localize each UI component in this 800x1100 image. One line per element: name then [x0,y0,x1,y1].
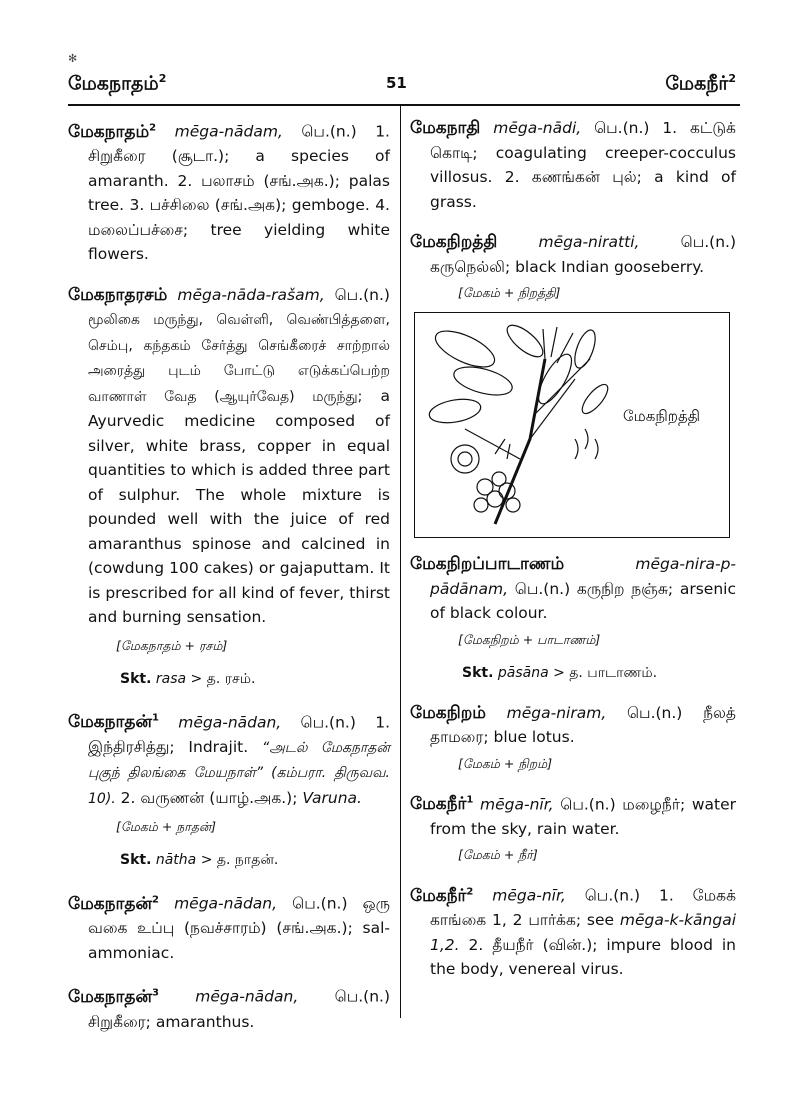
tamil-definition: மூலிகை மருந்து, வெள்ளி, வெண்பித்தளை, செம்பு, கந்தகம் சேர்த்து செங்கீரைச் சாற்றால் அரைத்து புடம் போட்டு எடுக்கப்பெற்ற வாணாள் வேத (ஆயுர்வேத) மருந்து; [88,312,390,405]
left-column [68,116,390,1050]
etymology: [மேகநாதம் + ரசம்] [116,637,228,653]
headword: மேகநாதம்$^2$ [68,121,157,142]
etymology: [மேகம் + நாதன்] [116,819,216,835]
etymology: [மேகம் + நிறம்] [458,755,553,771]
right-running-head: மேகநீர்$^2$ [665,72,736,95]
headword: மேகநாதரசம் [68,284,168,305]
transliteration: mēga-nādan, [195,988,299,1007]
part-of-speech: பெ.(n.) [301,122,357,141]
definition: கருநெல்லி; black Indian gooseberry. [430,257,705,276]
etymology: [மேகம் + நீர்] [458,847,538,863]
literary-quote: “அடல் மேகநாதன் புகுந் திலங்கை மேயநாள்” (கம்பரா. திருவவ. 10). [88,739,390,807]
transliteration: mēga-nīr, [480,795,554,814]
transliteration: mēga-nādam, [174,122,283,141]
gooseberry-plant-drawing [425,319,615,529]
definition: 1. சிறுகீரை (சூடா.); a species of amaranth. 2. பலாசம் (சங்.அக.); palas tree. 3. பச்சிலை (சங்.அக); gemboge. 4. மலைப்பச்சை; tree yielding white flowers. [88,122,390,264]
headword: மேகநாதன்$^1$ [68,712,159,733]
left-running-head: மேகநாதம்$^2$ [68,72,167,95]
page-number: 51 [386,74,407,92]
headword: மேகநிறத்தி [410,232,498,252]
ornament-mark: ✻ [68,52,78,65]
definition: கருநிற நஞ்சு; arsenic of black colour. [430,579,736,622]
part-of-speech: பெ.(n.) [300,713,356,732]
transliteration: mēga-nāda-rašam, [177,285,325,304]
entry-meganir-2 [410,880,736,982]
plant-illustration [414,312,730,538]
definition: 1. இந்திரசித்து; Indrajit. [88,713,390,756]
etymology: [மேகநிறம் + பாடாணம்] [458,631,601,647]
definition: 1. கட்டுக் கொடி; coagulating creeper-cocculus villosus. 2. கணங்கன் புல்; a kind of grass. [430,119,736,211]
sanskrit-origin: Skt. nātha > த. நாதன். [120,852,279,869]
sanskrit-origin: Skt. rasa > த. ரசம். [120,670,256,687]
entry-meganirappadanam [410,552,736,626]
part-of-speech: பெ.(n.) [626,703,683,722]
part-of-speech: பெ.(n.) [560,795,616,814]
entry-meganadi [410,116,736,214]
definition: சிறுகீரை; amaranthus. [88,1012,255,1031]
figure-caption: மேகநிறத்தி [623,407,701,425]
headword: மேகநாதன்$^3$ [68,987,159,1008]
headword: மேகநிறப்பாடாணம் [410,554,565,574]
sanskrit-origin: Skt. pāsāna > த. பாடாணம். [462,664,658,681]
headword: மேகநீர்$^2$ [410,885,474,906]
etymology: [மேகம் + நிறத்தி] [458,285,561,300]
transliteration: mēga-nādan, [174,894,278,913]
headword: மேகநிறம் [410,702,486,723]
page-header [68,72,736,102]
entry-meganir-1 [410,789,736,842]
part-of-speech: பெ.(n.) [334,285,390,304]
part-of-speech: பெ.(n.) [584,886,641,905]
part-of-speech: பெ.(n.) [334,988,390,1007]
definition: a Ayurvedic medicine composed of silver, white brass, copper in equal quantities to which is added three part of sulphur. The whole mixture is pounded well with the juice of red amaranthus spinose and calcined in (cowdung 100 cakes) or gajaputtam. It is prescribed for all kind of fever, thirst and burning sensation. [88,386,390,627]
right-column [410,116,736,998]
definition: ஒரு வகை உப்பு (நவச்சாரம்) (சங்.அக.); sal-ammoniac. [88,894,390,962]
part-of-speech: பெ.(n.) [292,894,348,913]
entry-meganadan-1 [68,707,390,812]
definition: 1. மேகக் காங்கை 1, 2 பார்க்க; see [430,886,736,930]
part-of-speech: பெ.(n.) [594,119,650,137]
transliteration: mēga-nira-p-pādānam, [430,555,736,598]
transliteration-2: Varuna. [302,788,362,807]
transliteration: mēga-niram, [506,703,607,722]
transliteration: mēga-niratti, [538,233,640,251]
column-divider [400,106,401,1018]
part-of-speech: பெ.(n.) [514,579,571,598]
definition-2: 2. வருணன் (யாழ்.அக.); [120,788,298,807]
transliteration: mēga-nādi, [493,119,582,137]
entry-meganiram [410,701,736,750]
headword: மேகநாதன்$^2$ [68,893,159,914]
entry-meganadarasam [68,283,390,630]
header-rule [68,104,740,106]
transliteration: mēga-nīr, [492,886,566,905]
entry-meganiratti [410,230,736,279]
transliteration: mēga-nādan, [178,713,282,732]
headword: மேகநாதி [410,118,481,138]
entry-meganadan-3 [68,981,390,1034]
definition: நீலத் தாமரை; blue lotus. [430,703,736,746]
entry-meganadan-2 [68,888,390,965]
definition: மழைநீர்; water from the sky, rain water. [430,795,736,838]
cross-reference: mēga-k-kāngai 1,2. [430,911,736,954]
definition-2: 2. தீயநீர் (வின்.); impure blood in the body, venereal virus. [430,935,736,979]
entry-meganadam-2 [68,116,390,267]
headword: மேகநீர்$^1$ [410,794,474,815]
part-of-speech: பெ.(n.) [680,233,736,251]
